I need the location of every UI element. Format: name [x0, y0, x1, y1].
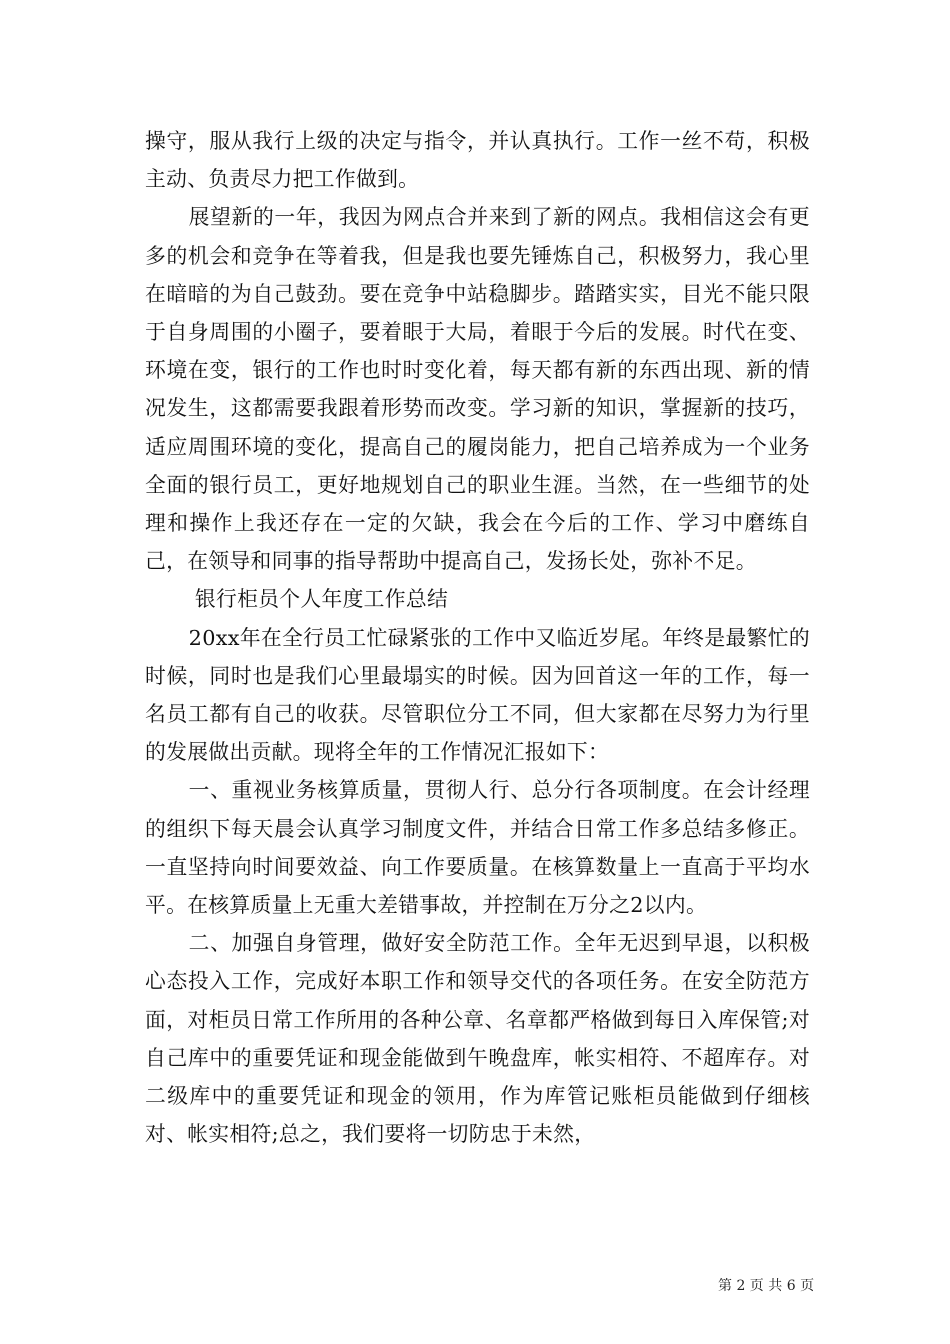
- paragraph-outlook: 展望新的一年，我因为网点合并来到了新的网点。我相信这会有更多的机会和竞争在等着我，但是我也要先锤炼自己，积极努力，我心里在暗暗的为自己鼓劲。要在竞争中站稳脚步。踏踏实实，目光不能只限于自身周围的小圈子，要着眼于大局，着眼于今后的发展。时代在变、环境在变，银行的工作也时时变化着，每天都有新的东西出现、新的情况发生，这都需要我跟着形势而改变。学习新的知识，掌握新的技巧，适应周围环境的变化，提高自己的履岗能力，把自己培养成为一个业务全面的银行员工，更好地规划自己的职业生涯。当然，在一些细节的处理和操作上我还存在一定的欠缺，我会在今后的工作、学习中磨练自己，在领导和同事的指导帮助中提高自己，发扬长处，弥补不足。: [145, 205, 810, 574]
- document-body: [145, 122, 810, 1153]
- paragraph-item-two: 二、加强自身管理，做好安全防范工作。全年无迟到早退，以积极心态投入工作，完成好本职工作和领导交代的各项任务。在安全防范方面，对柜员日常工作所用的各种公章、名章都严格做到每日入库保管;对自己库中的重要凭证和现金能做到午晚盘库，帐实相符、不超库存。对二级库中的重要凭证和现金的领用，作为库管记账柜员能做到仔细核对、帐实相符;总之，我们要将一切防忠于未然，: [145, 931, 810, 1147]
- section-title: 银行柜员个人年度工作总结: [194, 587, 449, 612]
- paragraph-intro: 20xx年在全行员工忙碌紧张的工作中又临近岁尾。年终是最繁忙的时候，同时也是我们心里最塌实的时候。因为回首这一年的工作，每一名员工都有自己的收获。尽管职位分工不同，但大家都在尽努力为行里的发展做出贡献。现将全年的工作情况汇报如下：: [145, 625, 810, 765]
- paragraph-item-one: 一、重视业务核算质量，贯彻人行、总分行各项制度。在会计经理的组织下每天晨会认真学习制度文件，并结合日常工作多总结多修正。一直坚持向时间要效益、向工作要质量。在核算数量上一直高于平均水平。在核算质量上无重大差错事故，并控制在万分之2以内。: [145, 778, 810, 918]
- page-number: 第 2 页 共 6 页: [718, 1278, 815, 1294]
- paragraph-continuation: 操守，服从我行上级的决定与指令，并认真执行。工作一丝不苟，积极主动、负责尽力把工作做到。: [145, 129, 810, 192]
